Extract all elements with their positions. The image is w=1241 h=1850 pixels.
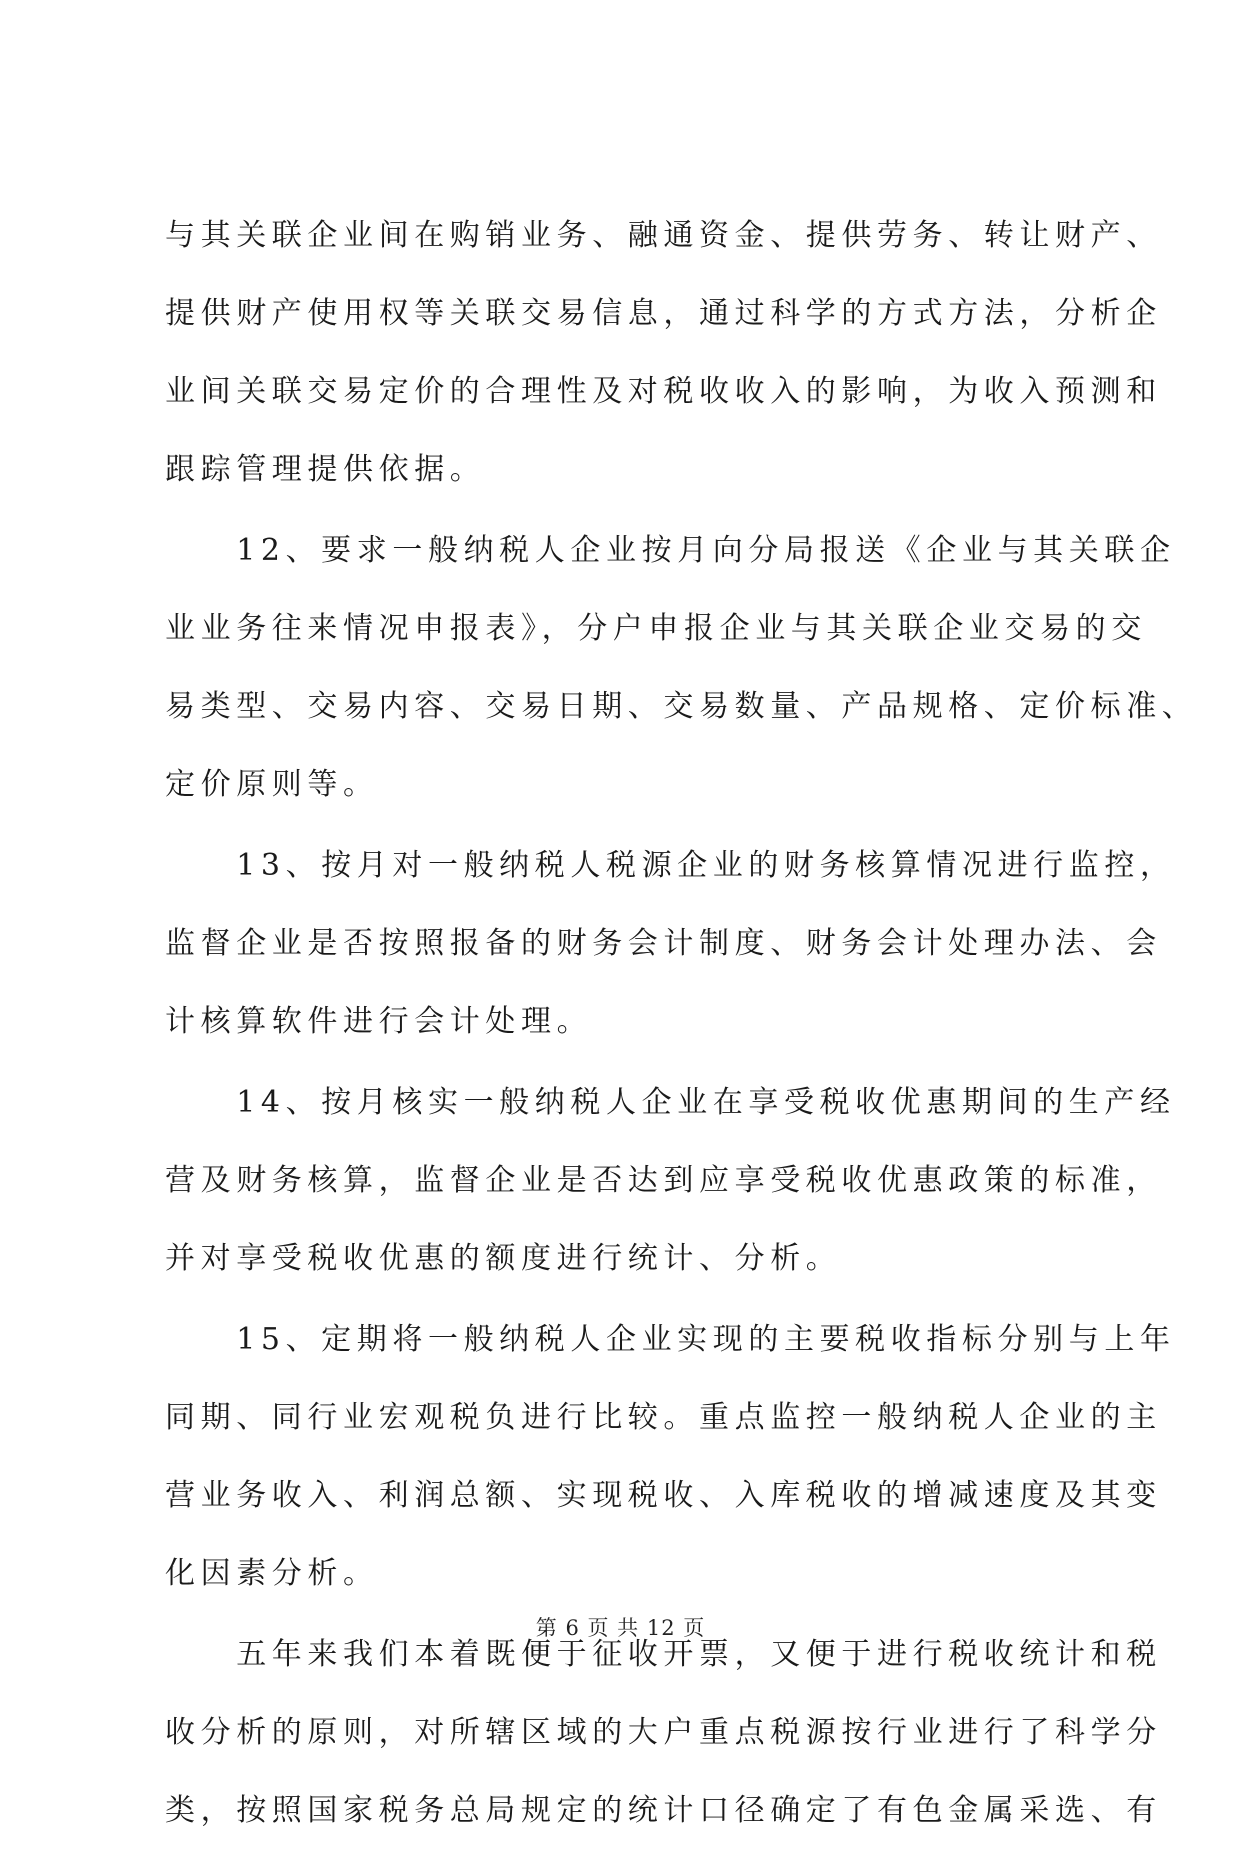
text-line: 业间关联交易定价的合理性及对税收收入的影响，为收入预测和 [165,374,1162,409]
text-line: 计核算软件进行会计处理。 [165,1004,593,1039]
text-line: 与其关联企业间在购销业务、融通资金、提供劳务、转让财产、 [165,218,1162,253]
text-line: 跟踪管理提供依据。 [165,452,486,487]
paragraph-14-start: 14、按月核实一般纳税人企业在享受税收优惠期间的生产经 [165,1085,1176,1120]
text-line: 化因素分析。 [165,1556,379,1591]
text-line: 营业务收入、利润总额、实现税收、入库税收的增减速度及其变 [165,1478,1162,1513]
body-text [165,197,1198,1850]
page-number-footer: 第 6 页 共 12 页 [535,1616,706,1640]
text-line: 定价原则等。 [165,767,379,802]
text-line: 易类型、交易内容、交易日期、交易数量、产品规格、定价标准、 [165,689,1198,724]
text-line: 营及财务核算，监督企业是否达到应享受税收优惠政策的标准， [165,1163,1162,1198]
text-line: 类，按照国家税务总局规定的统计口径确定了有色金属采选、有 [165,1793,1162,1828]
paragraph-13-start: 13、按月对一般纳税人税源企业的财务核算情况进行监控， [165,848,1176,883]
paragraph-five-years-start: 五年来我们本着既便于征收开票，又便于进行税收统计和税 [165,1637,1162,1672]
paragraph-15-start: 15、定期将一般纳税人企业实现的主要税收指标分别与上年 [165,1322,1176,1357]
text-line: 监督企业是否按照报备的财务会计制度、财务会计处理办法、会 [165,926,1162,961]
text-line: 并对享受税收优惠的额度进行统计、分析。 [165,1241,842,1276]
text-line: 提供财产使用权等关联交易信息，通过科学的方式方法，分析企 [165,296,1162,331]
paragraph-12-start: 12、要求一般纳税人企业按月向分局报送《企业与其关联企 [165,533,1176,568]
text-line: 收分析的原则，对所辖区域的大户重点税源按行业进行了科学分 [165,1715,1162,1750]
text-line: 业业务往来情况申报表》，分户申报企业与其关联企业交易的交 [165,611,1147,646]
text-line: 同期、同行业宏观税负进行比较。重点监控一般纳税人企业的主 [165,1400,1162,1435]
